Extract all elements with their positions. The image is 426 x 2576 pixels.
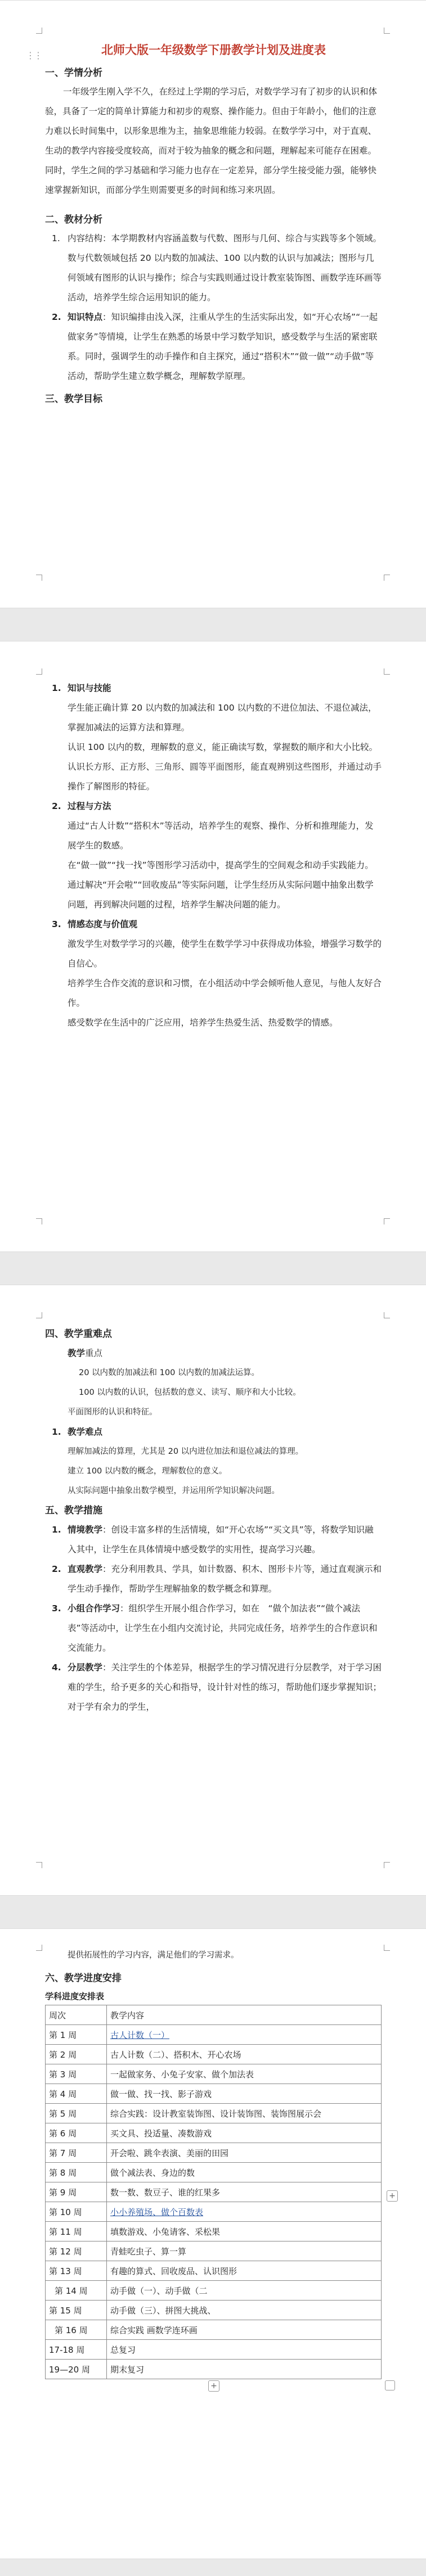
list-item [45, 1560, 382, 1599]
goal-text: 学生能正确计算 20 以内数的加减法和 100 以内数的不进位加法、不退位减法，掌握加减法的运算方法和算理。 [68, 703, 377, 733]
margin-corner-mark [384, 1862, 390, 1868]
section-heading: 四、教学重难点 [45, 1328, 112, 1340]
list-item-text: 内容结构：本学期教材内容涵盖数与代数、图形与几何、综合与实践等多个领域。数与代数领域包括 20 以内数的加减法、100 以内数的认识与加减法；图形与几何领域有图形的认识与操作；综合与实践则通过设计教室装饰图、画数学连环画等活动，培养学生综合运用知识的能力。 [68, 233, 382, 302]
table-cell[interactable]: 第 1 周 [46, 2025, 107, 2045]
table-cell[interactable]: 买文具、投适量、凑数游戏 [107, 2123, 382, 2143]
table-cell[interactable]: 古人计数（一） [107, 2025, 382, 2045]
table-cell[interactable]: 第 5 周 [46, 2104, 107, 2123]
add-column-icon[interactable]: + [387, 2190, 398, 2202]
list-number: 4. [52, 1662, 61, 1673]
table-header-row [46, 2005, 382, 2025]
schedule-table[interactable] [45, 2005, 382, 2379]
table-title: 学科进度安排表 [45, 1991, 105, 2001]
table-cell[interactable]: 开会啦、跳伞表演、美丽的田园 [107, 2143, 382, 2163]
document-page-4 [0, 1928, 426, 2559]
list-number: 2. [52, 312, 61, 322]
margin-corner-mark [36, 28, 42, 34]
table-row [46, 2360, 382, 2379]
table-cell[interactable]: 填数游戏、小兔请客、采松果 [107, 2222, 382, 2241]
difficulty-text: 建立 100 以内数的概念，理解数位的意义。 [68, 1467, 227, 1476]
table-row [46, 2025, 382, 2045]
goal-text: 认识 100 以内的数，理解数的意义，能正确读写数，掌握数的顺序和大小比较。 [68, 742, 378, 752]
table-cell[interactable]: 第 14 周 [46, 2281, 107, 2301]
table-header-cell[interactable]: 周次 [46, 2005, 107, 2025]
section-heading: 六、教学进度安排 [45, 1973, 122, 1984]
table-cell[interactable]: 有趣的算式、回收废品、认识图形 [107, 2261, 382, 2281]
table-row [46, 2104, 382, 2123]
table-cell[interactable]: 第 4 周 [46, 2084, 107, 2104]
measure-label: 直观教学 [68, 1564, 103, 1574]
table-cell[interactable]: 第 7 周 [46, 2143, 107, 2163]
table-row [46, 2202, 382, 2222]
list-item [45, 1599, 382, 1658]
goal-text: 培养学生合作交流的意识和习惯，在小组活动中学会倾听他人意见，与他人友好合作。 [68, 978, 382, 1008]
goal-text: 在“做一做”“找一找”等图形学习活动中，提高学生的空间观念和动手实践能力。 [68, 860, 374, 870]
difficulty-text: 从实际问题中抽象出数学模型，并运用所学知识解决问题。 [68, 1486, 280, 1495]
margin-corner-mark [36, 575, 42, 581]
table-cell[interactable]: 19—20 周 [46, 2360, 107, 2379]
table-cell[interactable]: 一起做家务、小兔子安家、做个加法表 [107, 2064, 382, 2084]
learning-analysis-paragraph: 一年级学生刚入学不久，在经过上学期的学习后，对数学学习有了初步的认识和体验，具备了一定的简单计算能力和初步的观察、操作能力。但由于年龄小，他们的注意力难以长时间集中，以形象思维为主，抽象思维能力较弱。在数学学习中，对于直观、生动的教学内容接受度较高，而对于较为抽象的概念和问题，理解起来可能存在困难。同时，学生之间的学习基础和学习能力也存在一定差异，部分学生接受能力强，能够快速掌握新知识，而部分学生则需要更多的时间和练习来巩固。 [45, 87, 378, 195]
margin-corner-mark [36, 1862, 42, 1868]
table-cell[interactable]: 动手做（三）、拼图大挑战、 [107, 2301, 382, 2320]
measure-text: ：组织学生开展小组合作学习，如在 “做个加法表”“做个减法表”等活动中，让学生在小组内交流讨论，共同完成任务，培养学生的合作意识和交流能力。 [68, 1603, 378, 1653]
list-item-label: 知识特点 [68, 312, 103, 322]
section-heading: 一、学情分析 [45, 67, 102, 79]
list-number: 3. [52, 919, 61, 929]
table-row [46, 2281, 382, 2301]
table-cell[interactable]: 第 10 周 [46, 2202, 107, 2222]
list-number: 1. [52, 233, 60, 243]
goal-heading [45, 679, 382, 698]
table-row [46, 2045, 382, 2064]
drag-handle-icon[interactable]: ⋮⋮ [26, 50, 42, 61]
document-page-2 [0, 641, 426, 1252]
table-cell[interactable]: 17-18 周 [46, 2340, 107, 2360]
margin-corner-mark [384, 668, 390, 675]
goal-label: 情感态度与价值观 [68, 919, 138, 929]
margin-corner-mark [384, 1312, 390, 1318]
goal-text: 感受数学在生活中的广泛应用，培养学生热爱生活、热爱数学的情感。 [68, 1018, 338, 1028]
goal-text: 通过解决“开会啦”“回收废品”等实际问题，让学生经历从实际问题中抽象出数学问题，再到解决问题的过程，培养学生解决问题的能力。 [68, 880, 374, 910]
list-number: 1. [52, 683, 61, 693]
measure-label: 情境教学 [68, 1525, 103, 1535]
table-cell[interactable]: 古人计数（二）、搭积木、开心农场 [107, 2045, 382, 2064]
difficulty-text: 理解加减法的算理，尤其是 20 以内进位加法和退位减法的算理。 [68, 1447, 304, 1456]
list-item [45, 1658, 382, 1717]
table-row [46, 2222, 382, 2241]
goal-heading [45, 915, 382, 934]
document-page-1 [0, 0, 426, 608]
continued-text: 提供拓展性的学习内容，满足他们的学习需求。 [68, 1951, 239, 1960]
table-cell[interactable]: 小小养殖场、做个百数表 [107, 2202, 382, 2222]
list-item [45, 1520, 382, 1560]
table-cell[interactable]: 做个减法表、身边的数 [107, 2163, 382, 2182]
table-cell[interactable]: 数一数、数豆子、谁的红果多 [107, 2182, 382, 2202]
table-cell[interactable]: 第 16 周 [46, 2320, 107, 2340]
schedule-table-wrapper [45, 2005, 396, 2398]
table-cell[interactable]: 第 15 周 [46, 2301, 107, 2320]
list-number: 3. [52, 1603, 61, 1614]
table-cell[interactable]: 总复习 [107, 2340, 382, 2360]
section-heading: 五、教学措施 [45, 1505, 102, 1516]
key-word: 重点 [85, 1348, 103, 1358]
table-cell[interactable]: 青蛙吃虫子、算一算 [107, 2241, 382, 2261]
margin-corner-mark [36, 1312, 42, 1318]
goal-label: 过程与方法 [68, 801, 111, 811]
table-cell[interactable]: 期末复习 [107, 2360, 382, 2379]
table-cell[interactable]: 综合实践：设计教室装饰图、设计装饰图、装饰图展示会 [107, 2104, 382, 2123]
measure-text: ：创设丰富多样的生活情境，如“开心农场”“买文具”等，将数学知识融入其中，让学生在具体情境中感受数学的实用性，提高学习兴趣。 [68, 1525, 374, 1554]
table-header-cell[interactable]: 教学内容 [107, 2005, 382, 2025]
margin-corner-mark [36, 668, 42, 675]
margin-corner-mark [36, 1218, 42, 1224]
margin-corner-mark [384, 1218, 390, 1224]
table-cell[interactable]: 第 8 周 [46, 2163, 107, 2182]
add-row-icon[interactable]: + [208, 2380, 219, 2392]
goal-label: 知识与技能 [68, 683, 111, 693]
goal-heading [45, 797, 382, 816]
table-row [46, 2163, 382, 2182]
table-cell[interactable]: 第 3 周 [46, 2064, 107, 2084]
margin-corner-mark [384, 28, 390, 34]
table-row [46, 2182, 382, 2202]
table-cell[interactable]: 第 11 周 [46, 2222, 107, 2241]
table-resize-icon[interactable] [385, 2380, 395, 2390]
section-heading: 二、教材分析 [45, 214, 102, 225]
table-row [46, 2320, 382, 2340]
difficulty-label: 教学难点 [68, 1427, 103, 1437]
table-row [46, 2064, 382, 2084]
goal-text: 通过“古人计数”“搭积木”等活动，培养学生的观察、操作、分析和推理能力，发展学生的数感。 [68, 821, 374, 851]
table-row [46, 2123, 382, 2143]
document-page-3 [0, 1285, 426, 1896]
table-cell[interactable]: 第 6 周 [46, 2123, 107, 2143]
margin-corner-mark [36, 1945, 42, 1951]
table-row [46, 2261, 382, 2281]
key-point-text: 100 以内数的认识，包括数的意义、读写、顺序和大小比较。 [79, 1388, 301, 1397]
measure-label: 分层教学 [68, 1662, 103, 1673]
table-cell[interactable]: 第 2 周 [46, 2045, 107, 2064]
key-label: 教学 [68, 1348, 86, 1358]
key-points-heading [45, 1344, 382, 1363]
list-item [45, 229, 382, 308]
key-point-text: 20 以内数的加减法和 100 以内数的加减法运算。 [79, 1368, 259, 1377]
document-title: 北师大版一年级数学下册教学计划及进度表 [101, 43, 326, 57]
list-item-text: ：知识编排由浅入深，注重从学生的生活实际出发，如“开心农场”“一起做家务”等情境，让学生在熟悉的场景中学习数学知识，感受数学与生活的紧密联系。同时，强调学生的动手操作和自主探究，通过“搭积木”“做一做”“动手做”等活动，帮助学生建立数学概念，理解数学原理。 [68, 312, 378, 381]
table-cell[interactable]: 做一做、找一找、影子游戏 [107, 2084, 382, 2104]
list-item [45, 308, 382, 386]
goal-text: 激发学生对数学学习的兴趣，使学生在数学学习中获得成功体验，增强学习数学的自信心。 [68, 939, 382, 969]
table-cell[interactable]: 第 13 周 [46, 2261, 107, 2281]
list-number: 1. [52, 1427, 61, 1437]
difficulty-heading [45, 1422, 382, 1442]
margin-corner-mark [384, 575, 390, 581]
table-cell[interactable]: 第 12 周 [46, 2241, 107, 2261]
measure-text: ：充分利用教具、学具，如计数器、积木、图形卡片等，通过直观演示和学生动手操作，帮助学生理解抽象的数学概念和算理。 [68, 1564, 382, 1594]
list-number: 1. [52, 1525, 61, 1535]
key-point-text: 平面图形的认识和特征。 [68, 1408, 158, 1417]
list-number: 2. [52, 801, 61, 811]
table-cell[interactable]: 第 9 周 [46, 2182, 107, 2202]
section-heading: 三、教学目标 [45, 394, 102, 405]
table-cell[interactable]: 综合实践 画数学连环画 [107, 2320, 382, 2340]
table-row [46, 2301, 382, 2320]
list-number: 2. [52, 1564, 61, 1574]
margin-corner-mark [384, 1945, 390, 1951]
table-row [46, 2340, 382, 2360]
measure-text: ：关注学生的个体差异，根据学生的学习情况进行分层教学，对于学习困难的学生，给予更多的关心和指导，设计针对性的练习，帮助他们逐步掌握知识；对于学有余力的学生， [68, 1662, 382, 1712]
goal-text: 认识长方形、正方形、三角形、圆等平面图形，能直观辨别这些图形，并通过动手操作了解图形的特征。 [68, 762, 382, 792]
table-row [46, 2084, 382, 2104]
table-cell[interactable]: 动手做（一）、动手做（二 [107, 2281, 382, 2301]
table-row [46, 2241, 382, 2261]
table-row [46, 2143, 382, 2163]
measure-label: 小组合作学习 [68, 1603, 120, 1614]
